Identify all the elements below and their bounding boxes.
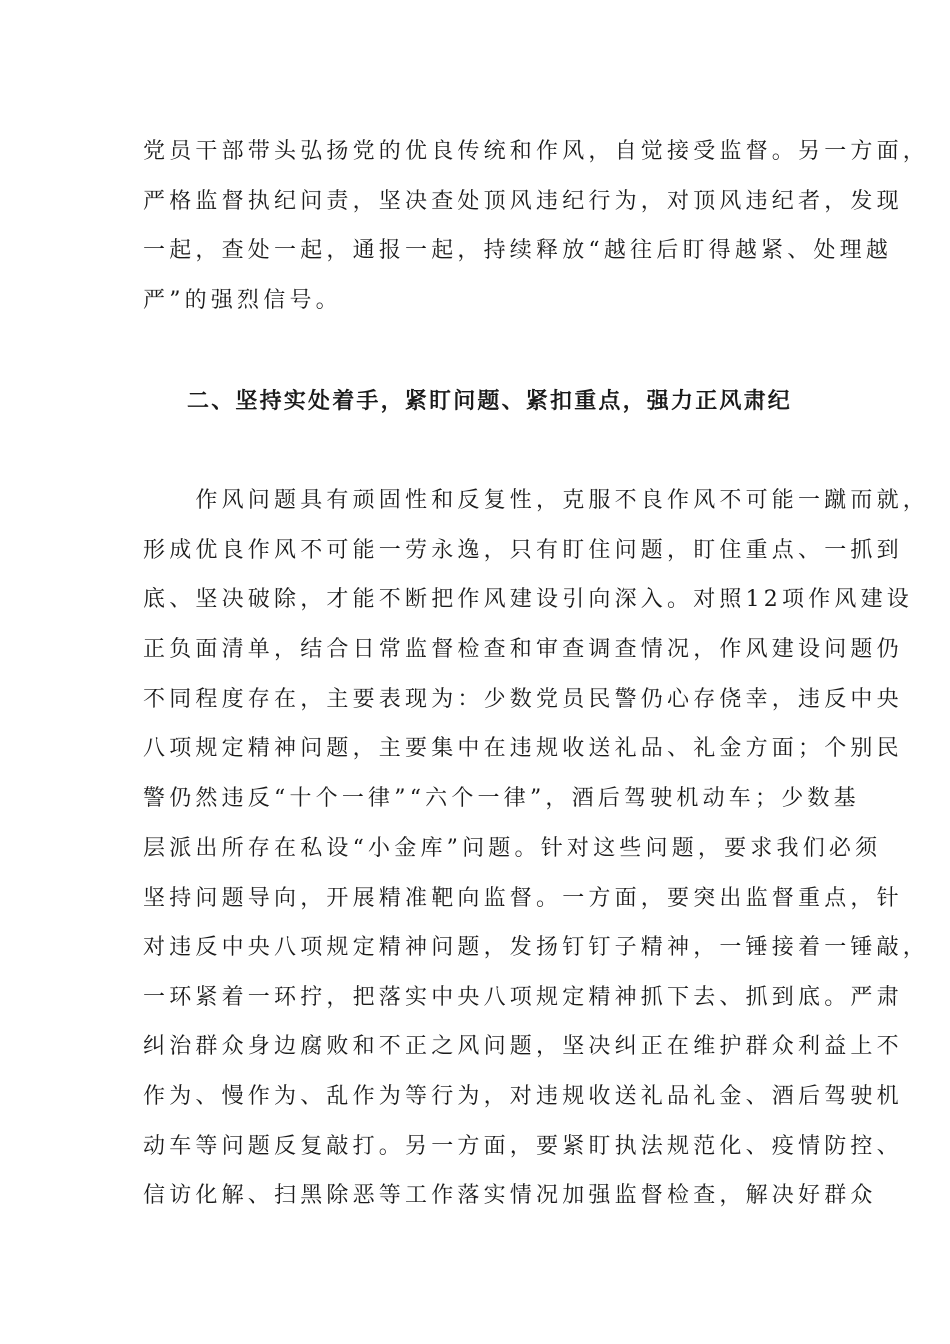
- paragraph-line: 动车等问题反复敲打。另一方面，要紧盯执法规范化、疫情防控、: [143, 1134, 903, 1159]
- paragraph-line: 一环紧着一环拧，把落实中央八项规定精神抓下去、抓到底。严肃: [143, 985, 903, 1010]
- paragraph-line: 不同程度存在，主要表现为：少数党员民警仍心存侥幸，违反中央: [143, 687, 903, 712]
- paragraph-line: 作风问题具有顽固性和反复性，克服不良作风不可能一蹴而就，: [143, 488, 930, 513]
- paragraph-line: 作为、慢作为、乱作为等行为，对违规收送礼品礼金、酒后驾驶机: [143, 1084, 903, 1109]
- section-heading: 二、坚持实处着手，紧盯问题、紧扣重点，强力正风肃纪: [187, 388, 793, 414]
- paragraph-line: 底、坚决破除，才能不断把作风建设引向深入。对照12项作风建设: [143, 587, 913, 612]
- paragraph-line: 严格监督执纪问责，坚决查处顶风违纪行为，对顶风违纪者，发现: [143, 189, 903, 214]
- paragraph-line: 纠治群众身边腐败和不正之风问题，坚决纠正在维护群众利益上不: [143, 1034, 903, 1059]
- paragraph-line: 党员干部带头弘扬党的优良传统和作风，自觉接受监督。另一方面，: [143, 139, 930, 164]
- paragraph-line: 八项规定精神问题，主要集中在违规收送礼品、礼金方面；个别民: [143, 736, 903, 761]
- paragraph-line: 坚持问题导向，开展精准靶向监督。一方面，要突出监督重点，针: [143, 886, 903, 911]
- paragraph-line: 形成优良作风不可能一劳永逸，只有盯住问题，盯住重点、一抓到: [143, 538, 903, 563]
- paragraph-line: 一起，查处一起，通报一起，持续释放“越往后盯得越紧、处理越: [143, 238, 893, 263]
- paragraph-line: 层派出所存在私设“小金库”问题。针对这些问题，要求我们必须: [143, 836, 882, 861]
- paragraph-line: 严”的强烈信号。: [143, 288, 342, 313]
- paragraph-line: 警仍然违反“十个一律”“六个一律”，酒后驾驶机动车；少数基: [143, 786, 860, 811]
- paragraph-line: 信访化解、扫黑除恶等工作落实情况加强监督检查，解决好群众: [143, 1183, 877, 1208]
- paragraph-line: 对违反中央八项规定精神问题，发扬钉钉子精神，一锤接着一锤敲，: [143, 935, 930, 960]
- paragraph-line: 正负面清单，结合日常监督检查和审查调查情况，作风建设问题仍: [143, 637, 903, 662]
